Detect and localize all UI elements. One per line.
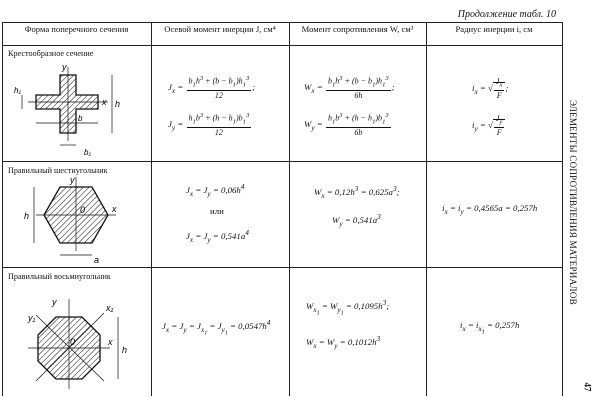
resistance-oct-2: $W_x = W_y = 0,1012h^3$ bbox=[306, 334, 381, 350]
radius-oct: $i_x = i_{x_1} = 0,257h$ bbox=[460, 320, 520, 336]
inertia-hex-1: $J_x = J_y = 0,06h^4$ bbox=[186, 182, 245, 198]
label-b: b bbox=[78, 114, 83, 123]
resistance-oct-1: $W_{x_1} = W_{y_1} = 0,1095h^3$; bbox=[306, 298, 390, 317]
label-x: x bbox=[108, 337, 113, 347]
label-x: x bbox=[112, 204, 117, 214]
cross-section-diagram bbox=[12, 63, 142, 158]
label-y1: y₁ bbox=[28, 313, 36, 323]
label-a: a bbox=[94, 255, 100, 265]
label-b1: b₁ bbox=[84, 148, 91, 157]
table-continuation-note: Продолжение табл. 10 bbox=[457, 9, 556, 20]
header-inertia: Осевой момент инерции J, см⁴ bbox=[164, 24, 276, 34]
label-y: y bbox=[70, 175, 75, 185]
properties-table bbox=[2, 22, 563, 396]
label-o: 0 bbox=[80, 205, 86, 215]
label-h: h bbox=[24, 211, 30, 221]
label-x1: x₁ bbox=[106, 303, 114, 313]
inertia-oct: $J_x = J_y = J_{x_1} = J_{y_1} = 0,0547h^4$ bbox=[162, 318, 271, 337]
section-name-hexagon: Правильный шестиугольник bbox=[8, 166, 108, 175]
resistance-hex-2: $W_y = 0,541a^3$ bbox=[332, 212, 381, 228]
section-name-cross: Крестообразное сечение bbox=[8, 49, 94, 58]
chapter-title-vertical: ЭЛЕМЕНТЫ СОПРОТИВЛЕНИЯ МАТЕРИАЛОВ bbox=[568, 100, 578, 305]
hexagon-diagram bbox=[16, 175, 146, 265]
resistance-wy-cross: $W_y$ = $\frac{h_1b^3 + (h - h_1)b_1^3}{6b}$ bbox=[304, 112, 389, 137]
label-h: h bbox=[115, 99, 121, 109]
label-h: h bbox=[122, 345, 128, 355]
label-x: x bbox=[102, 97, 107, 107]
label-h1: h₁ bbox=[14, 86, 21, 95]
label-y: y bbox=[62, 63, 67, 72]
octagon-diagram bbox=[12, 285, 147, 395]
page-number: 47 bbox=[582, 382, 593, 392]
inertia-jy-cross: $J_y$ = $\frac{h_1b^3 + (h - h_1)b_1^3}{12}$ bbox=[168, 112, 250, 137]
header-resistance: Момент сопротивления W, см³ bbox=[301, 24, 414, 34]
radius-hex: $i_x = i_y = 0,4565a = 0,257h$ bbox=[442, 203, 538, 216]
resistance-hex-1: $W_x = 0,12h^3 = 0,625a^3$; bbox=[314, 184, 400, 200]
radius-iy-cross: $i_y$ = √ $\frac{J_y}{F}$ bbox=[472, 115, 505, 137]
label-o: 0 bbox=[70, 337, 76, 347]
resistance-wx-cross: $W_x$ = $\frac{b_1h^3 + (b - b_1)h_1^3}{6h}$ ; bbox=[304, 75, 395, 100]
header-radius: Радиус инерции i, см bbox=[455, 24, 533, 34]
inertia-hex-2: $J_x = J_y = 0,541a^4$ bbox=[186, 228, 249, 244]
inertia-jx-cross: $J_x$ = $\frac{b_1h^3 + (b - b_1)h_1^3}{12}$ ; bbox=[168, 75, 256, 100]
label-y: y bbox=[52, 297, 57, 307]
radius-ix-cross: $i_x$ = √ $\frac{J_x}{F}$ ; bbox=[472, 77, 509, 101]
header-shape: Форма поперечного сечения bbox=[24, 24, 129, 34]
section-name-octagon: Правильный восьмиугольник bbox=[8, 272, 111, 281]
inertia-hex-or: или bbox=[210, 206, 224, 216]
